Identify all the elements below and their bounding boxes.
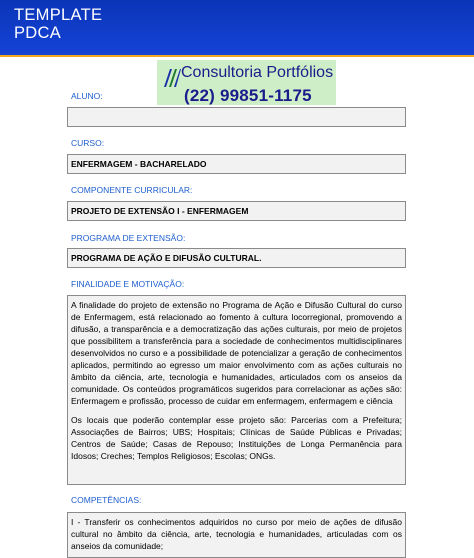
template-banner [0,0,474,55]
componente-label: COMPONENTE CURRICULAR: [71,185,193,195]
template-label: TEMPLATE PDCA [14,6,103,42]
competencias-field[interactable] [67,512,406,558]
programa-field[interactable]: PROGRAMA DE AÇÃO E DIFUSÃO CULTURAL. [67,248,406,268]
finalidade-paragraph: A finalidade do projeto de extensão no Programa de Ação e Difusão Cultural do curso de Enfermagem, está relacionado ao fomento à cultura locorregional, promovendo a difusão, a transparência e a democratização das ações culturais, por meio de projetos que possibilitem a transferência para a sociedade de conhecimentos multidisciplinares desenvolvidos no curso e a possibilidade de potencializar a geração de conhecimentos aplicados, permitindo ao egresso um maior envolvimento com as ações culturais no âmbito da ciência, arte, tecnologia e humanidades, articulados com os anseios da comunidade. Os conteúdos programáticos sugeridos para correlacionar as ações são: Enfermagem e profissão, processo de cuidar em enfermagem, enfermagem e ciência [71,300,402,406]
finalidade-field[interactable] [67,295,406,485]
advert-title: Consultoria Portfólios [181,64,334,81]
finalidade-label: FINALIDADE E MOTIVAÇÃO: [71,279,185,289]
stripes-logo-icon [163,68,181,88]
competencias-paragraph: I - Transferir os conhecimentos adquiridos no curso por meio de ações de difusão cultural no âmbito da ciência, arte, tecnologia e humanidades, articuladas com os anseios da comunidade; [71,517,402,551]
curso-label: CURSO: [71,138,105,148]
consultoria-advert [157,60,336,105]
aluno-label: ALUNO: [71,91,103,101]
aluno-field[interactable] [67,107,406,127]
competencias-label: COMPETÊNCIAS: [71,495,142,505]
advert-phone: (22) 99851-1175 [184,86,312,105]
banner-accent-line [0,55,474,57]
programa-label: PROGRAMA DE EXTENSÃO: [71,233,186,243]
finalidade-paragraph: Os locais que poderão contemplar esse projeto são: Parcerias com a Prefeitura; Associações de Bairros; UBS; Hospitais; Clínicas de Saúde Públicas e Privadas; Centros de Saúde; Casas de Repouso; Instituições de Longa Permanência para Idosos; Creches; Templos Religiosos; Escolas; ONGs. [71,415,402,461]
componente-field[interactable]: PROJETO DE EXTENSÃO I - ENFERMAGEM [67,201,406,221]
curso-field[interactable]: ENFERMAGEM - BACHARELADO [67,154,406,174]
